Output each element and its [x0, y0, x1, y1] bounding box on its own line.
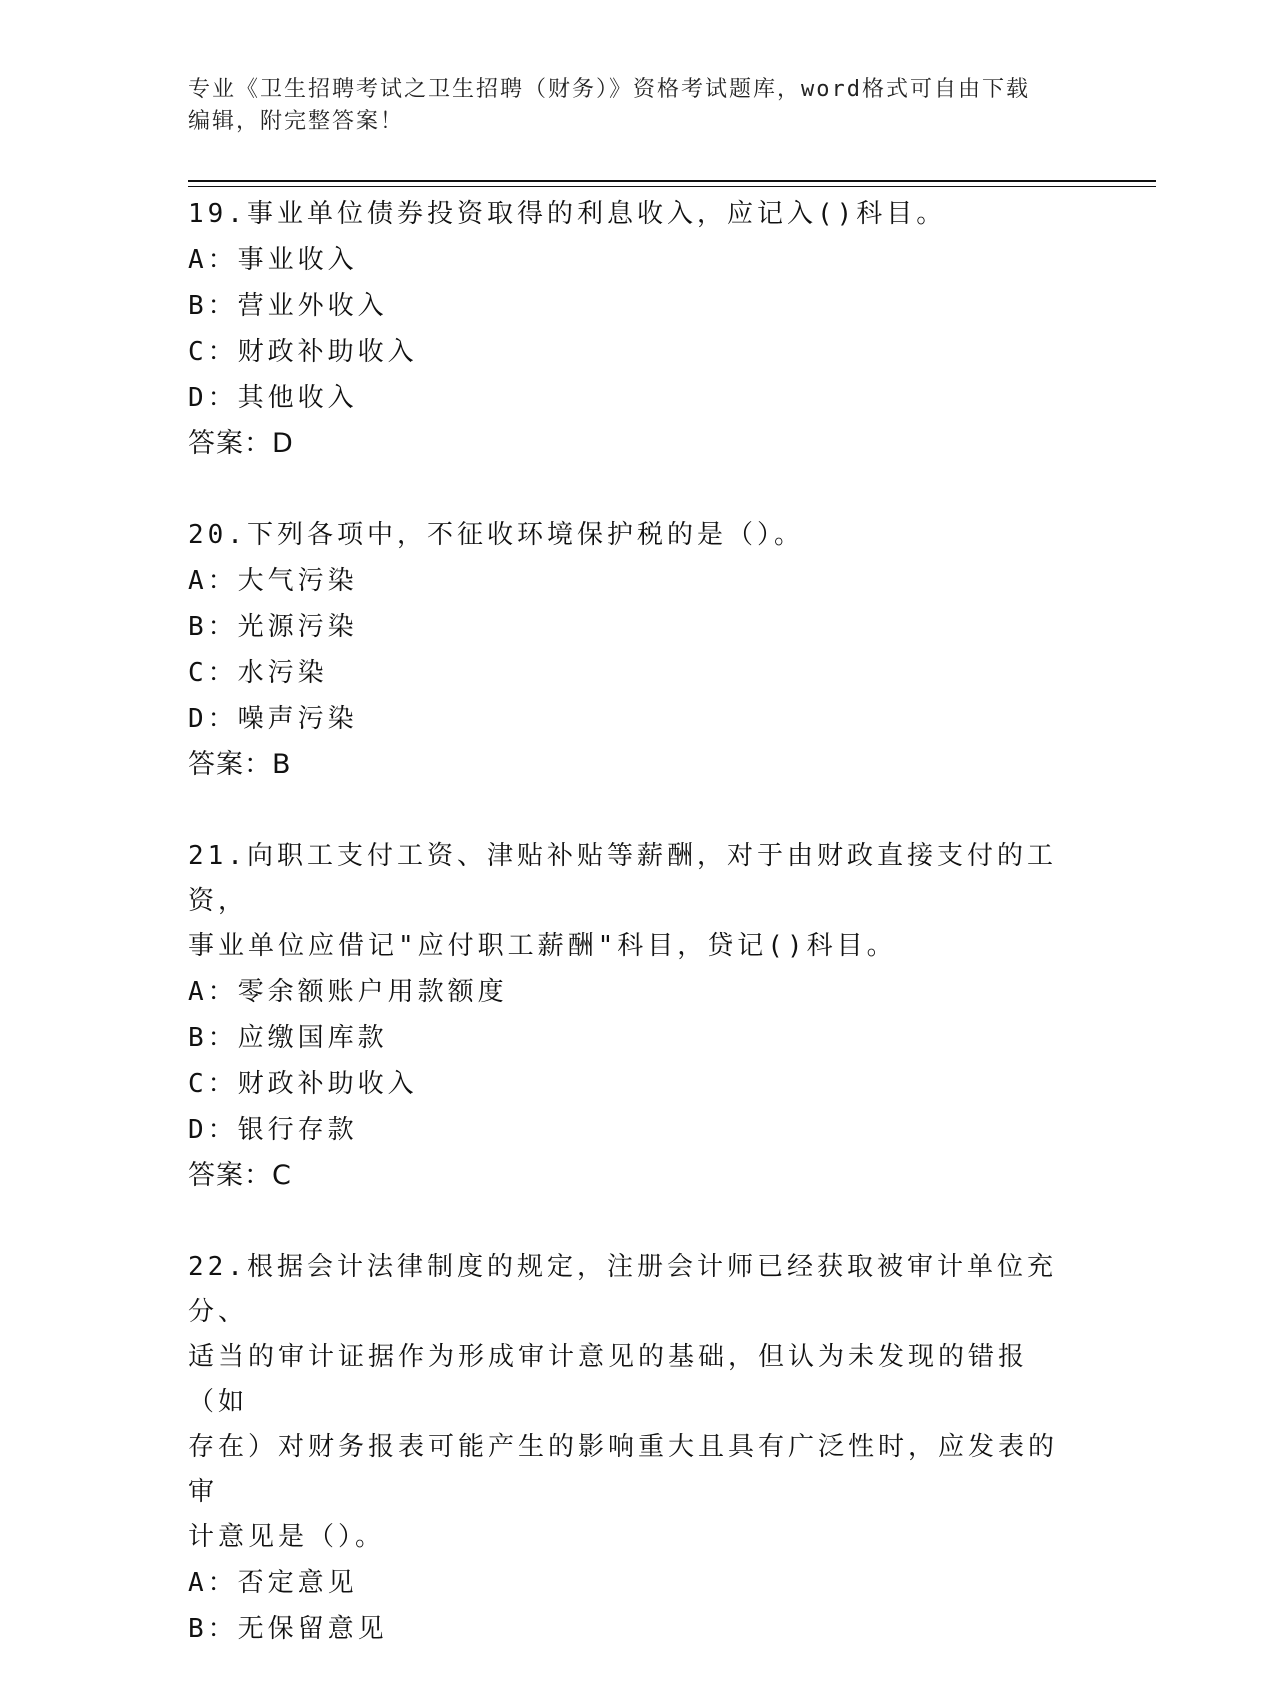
answer-line: 答案：B [188, 749, 292, 780]
option-a: A：事业收入 [188, 245, 358, 275]
question-stem: 19.事业单位债券投资取得的利息收入，应记入()科目。 [188, 199, 947, 229]
option-c: C：财政补助收入 [188, 1069, 418, 1099]
question-stem-line-2: 事业单位应借记"应付职工薪酬"科目，贷记()科目。 [188, 931, 897, 961]
question-stem-line-1: 21.向职工支付工资、津贴补贴等薪酬，对于由财政直接支付的工资， [188, 841, 1057, 916]
option-b: B：光源污染 [188, 612, 358, 642]
option-b: B：营业外收入 [188, 291, 388, 321]
document-header [188, 74, 1088, 138]
header-divider-thin [188, 186, 1156, 187]
question-stem-line-2: 适当的审计证据作为形成审计意见的基础，但认为未发现的错报（如 [188, 1342, 1029, 1417]
question-stem-line-3: 存在）对财务报表可能产生的影响重大且具有广泛性时，应发表的审 [188, 1432, 1059, 1507]
question-stem-line-4: 计意见是（）。 [188, 1522, 386, 1552]
answer-line: 答案：C [188, 1160, 292, 1191]
header-divider-thick [188, 180, 1156, 182]
option-a: A：大气污染 [188, 566, 358, 596]
question-19 [188, 192, 1068, 467]
question-list [188, 192, 1068, 1698]
answer-line: 答案：D [188, 428, 294, 459]
option-d: D：其他收入 [188, 383, 358, 413]
question-stem-line-1: 22.根据会计法律制度的规定，注册会计师已经获取被审计单位充分、 [188, 1252, 1057, 1327]
option-b: B：应缴国库款 [188, 1023, 388, 1053]
option-d: D：噪声污染 [188, 704, 358, 734]
question-22 [188, 1245, 1068, 1652]
question-20 [188, 513, 1068, 788]
option-b: B：无保留意见 [188, 1614, 388, 1644]
header-line-1: 专业《卫生招聘考试之卫生招聘（财务）》资格考试题库，word格式可自由下载 [188, 77, 1030, 102]
header-line-2: 编辑，附完整答案！ [188, 109, 405, 134]
option-a: A：否定意见 [188, 1568, 358, 1598]
question-stem: 20.下列各项中，不征收环境保护税的是（）。 [188, 520, 804, 550]
option-a: A：零余额账户用款额度 [188, 977, 508, 1007]
option-c: C：水污染 [188, 658, 328, 688]
question-21 [188, 834, 1068, 1199]
option-d: D：银行存款 [188, 1115, 358, 1145]
option-c: C：财政补助收入 [188, 337, 418, 367]
